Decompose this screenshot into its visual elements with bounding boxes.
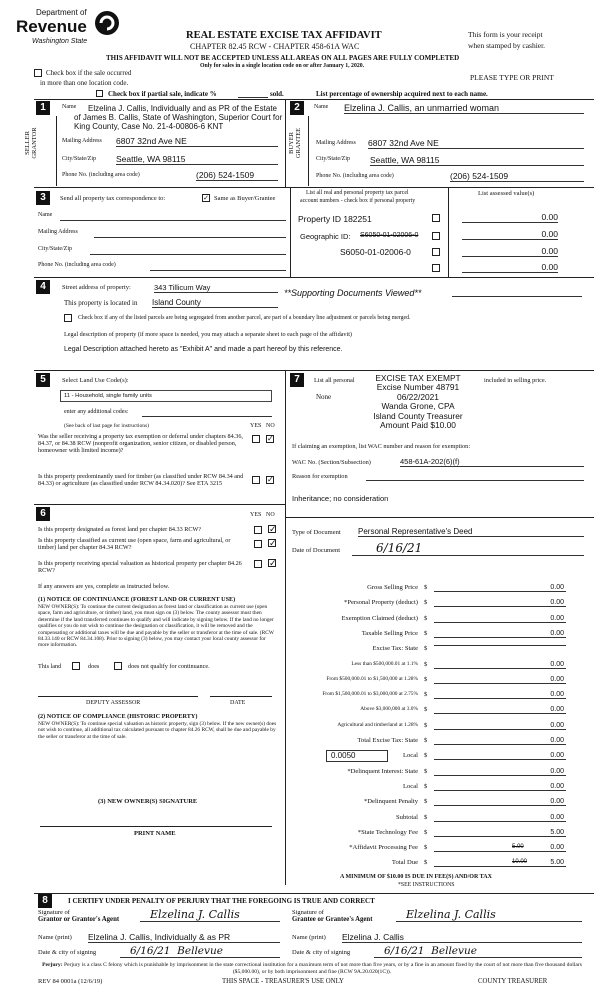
certify: I CERTIFY UNDER PENALTY OF PERJURY THAT THE FOREGOING IS TRUE AND CORRECT (68, 897, 375, 905)
logo (6, 8, 126, 56)
s6-yes: YES (250, 512, 262, 518)
calc-label: Excise Tax: State (372, 645, 418, 653)
form-chapter: CHAPTER 82.45 RCW - CHAPTER 458-61A WAC (190, 42, 360, 51)
pct-note: List percentage of ownership acquired next to each name. (316, 90, 488, 98)
dollar-sign: $ (424, 813, 428, 821)
calc-label: Local (402, 782, 418, 790)
seller-mail[interactable]: 6807 32nd Ave NE (116, 136, 278, 147)
land-use-label: Select Land Use Code(s): (62, 377, 129, 384)
parcel-1[interactable]: Property ID 182251 (298, 214, 372, 224)
street-label: Street address of property: (62, 284, 131, 291)
doc-type[interactable]: Personal Representative's Deed (358, 527, 584, 537)
send-correspondence: Send all property tax correspondence to: (60, 195, 166, 202)
form-receipt-2: when stamped by cashier. (468, 41, 546, 50)
calc-label: From $500,000.01 to $1,500,000 at 1.28% (326, 675, 418, 682)
calc-value[interactable]: 0.00 (434, 706, 566, 714)
buyer-city[interactable]: Seattle, WA 98115 (370, 155, 584, 166)
partial-sale-checkbox[interactable] (96, 90, 103, 97)
calc-value[interactable]: 0.00 (434, 661, 566, 669)
buyer-phone[interactable]: (206) 524-1509 (450, 171, 584, 182)
calc-label: *Delinquent Interest: State (347, 767, 418, 775)
form-receipt-1: This form is your receipt (468, 30, 543, 39)
calc-label: Total Due (391, 859, 418, 867)
this-land: This land (38, 663, 62, 670)
calc-value[interactable]: 0.00 (434, 783, 566, 791)
name-print-grantee[interactable]: Elzelina J. Callis (342, 932, 582, 943)
seller-phone-label: Phone No. (including area code) (62, 172, 140, 178)
assessed-1[interactable]: 0.00 (462, 212, 558, 223)
footer-treasurer: COUNTY TREASURER (478, 978, 548, 985)
date-city-grantor[interactable]: 6/16/21 Bellevue (120, 945, 280, 958)
legal-label: Legal description of property (if more space is needed, you may attach a separate sheet to each page of the affidavit) (64, 331, 352, 338)
segregated-label: Check box if any of the listed parcels are being segregated from another parcel, are part of a boundary line adjustment or parcels being merged. (78, 315, 411, 321)
dollar-sign: $ (424, 844, 428, 852)
form-warning: THIS AFFIDAVIT WILL NOT BE ACCEPTED UNLESS ALL AREAS ON ALL PAGES ARE FULLY COMPLETED (106, 54, 460, 62)
see-back: (See back of last page for instructions) (64, 423, 149, 429)
partial-sale-label: Check box if partial sale, indicate % (108, 90, 217, 98)
calc-label: Local (402, 752, 418, 760)
notice-1-body: NEW OWNER(S): To continue the current designation as forest land or classification as current use (open space, farm and agriculture, or timber) land, you must sign on (3) below. The county assessor must then determine if the land transferred continues to qualify and will indicate by signing below. If the land no longer qualifies or you do not wish to continue the designation or classification, it will be removed and the compensating or additional taxes will be due and payable by the seller or transferor at the time of sale. (RCW 84.33.140 or RCW 84.34.108). Prior to signing (3) below, you may contact your local county assessor for more information. (38, 604, 274, 649)
calc-row (290, 857, 594, 872)
calc-label: *Delinquent Penalty (363, 798, 418, 806)
s7-list: List all personal (314, 377, 355, 384)
land-use-select[interactable] (60, 390, 272, 402)
calc-row (290, 674, 594, 689)
s6-q1-yes[interactable] (254, 526, 262, 534)
stamp-line-2: Excise Number 48791 (376, 382, 460, 393)
s3-mail-field[interactable] (94, 237, 286, 238)
parcel-3[interactable]: S6050-01-02006-0 (340, 247, 411, 257)
reason-field-line[interactable] (366, 480, 584, 481)
parcel-2-checkbox[interactable] (432, 232, 440, 240)
parcel-2-strike: S6050-01-02006-0 (360, 232, 419, 239)
exempt-stamp (362, 374, 474, 430)
additional-codes-label: enter any additional codes: (64, 409, 129, 415)
s6-q3-yes[interactable] (254, 560, 262, 568)
sig-grantor-1: Signature of (38, 909, 70, 916)
grantor-signature[interactable]: Elzelina J. Callis (140, 908, 280, 922)
s6-q1-no[interactable]: ✓ (269, 524, 277, 534)
logo-revenue: Revenue (16, 17, 87, 36)
calc-see: *SEE INSTRUCTIONS (398, 882, 455, 888)
same-as-buyer-checkbox[interactable]: ✓ (203, 194, 209, 202)
name-print-grantor[interactable]: Elzelina J. Callis, Individually & as PR (88, 932, 280, 943)
dollar-sign: $ (424, 614, 428, 622)
calc-value[interactable]: 0.00 (434, 691, 566, 699)
s3-phone-label: Phone No. (including area code) (38, 262, 116, 268)
calc-value[interactable]: 0.00 (434, 630, 566, 638)
dollar-sign: $ (424, 691, 428, 699)
calc-row (290, 766, 594, 781)
calc-label: Above $3,000,000 at 3.0% (360, 706, 418, 713)
calc-value[interactable]: 0.00 (434, 814, 566, 822)
claim-label: If claiming an exemption, list WAC number and reason for exemption: (292, 443, 471, 450)
footer-space: THIS SPACE - TREASURER'S USE ONLY (222, 978, 344, 985)
sig-grantee-1: Signature of (292, 909, 324, 916)
parcel-header-1: List all real and personal property tax parcel (306, 190, 409, 196)
calc-row (290, 628, 594, 643)
doc-date[interactable]: 6/16/21 (352, 541, 584, 556)
calc-row (290, 720, 594, 735)
wac-label: WAC No. (Section/Subsection) (292, 459, 371, 466)
section-7-number: 7 (290, 373, 304, 387)
stamp-line-3: 06/22/2021 (397, 391, 439, 402)
section-6-number: 6 (36, 507, 50, 521)
does-not-checkbox[interactable] (114, 662, 122, 670)
buyer-mail-label: Mailing Address (316, 140, 356, 146)
s3-city-field[interactable] (90, 254, 286, 255)
assessed-2[interactable]: 0.00 (462, 229, 558, 240)
s7-none[interactable]: None (316, 393, 332, 401)
logo-state: Washington State (32, 38, 88, 45)
s6-q2-yes[interactable] (254, 540, 262, 548)
assessed-header: List assessed value(s) (478, 190, 535, 197)
dollar-sign: $ (424, 859, 428, 867)
dollar-sign: $ (424, 584, 428, 591)
county[interactable]: Island County (152, 298, 278, 308)
calc-row (290, 689, 594, 704)
grantee-signature[interactable]: Elzelina J. Callis (396, 908, 582, 922)
calc-label: From $1,500,000.01 to $3,000,000 at 2.75% (322, 691, 418, 698)
calc-label: *State Technology Fee (357, 828, 418, 836)
calc-row (290, 750, 594, 765)
please-print: PLEASE TYPE OR PRINT (470, 73, 554, 82)
calc-value[interactable]: 0.00 (434, 844, 566, 852)
calc-label: Gross Selling Price (367, 584, 418, 591)
calc-label: Total Excise Tax: State (357, 737, 418, 744)
calc-row (290, 827, 594, 842)
land-use-value: 11 - Household, single family units (64, 393, 152, 399)
seller-city[interactable]: Seattle, WA 98115 (116, 154, 278, 165)
seller-side-label: SELLER GRANTOR (24, 127, 38, 159)
calc-value[interactable]: 0.00 (434, 615, 566, 623)
s6-q2-no[interactable]: ✓ (269, 538, 277, 548)
calc-label: Agricultural and timberland at 1.28% (337, 721, 418, 728)
section-8-number: 8 (38, 894, 52, 908)
buyer-phone-label: Phone No. (including area code) (316, 173, 394, 179)
dollar-sign: $ (424, 798, 428, 806)
dollar-sign: $ (424, 737, 428, 744)
calc-row (290, 812, 594, 827)
assessed-3[interactable]: 0.00 (462, 246, 558, 257)
dollar-sign: $ (424, 752, 428, 760)
name-print-grantee-label: Name (print) (292, 934, 326, 941)
section-4-number: 4 (36, 280, 50, 294)
doc-date-label: Date of Document (292, 547, 341, 554)
parcel-header-2: account numbers - check box if personal property (300, 198, 416, 204)
s5-q2-no[interactable]: ✓ (267, 475, 274, 484)
deputy-label: DEPUTY ASSESSOR (86, 700, 141, 706)
does-not-label: does not qualify for continuance. (128, 663, 210, 670)
buyer-city-label: City/State/Zip (316, 156, 350, 162)
dollar-sign: $ (424, 706, 428, 714)
calc-value[interactable]: 0.00 (434, 676, 566, 684)
calc-struck-value: 5.00 (512, 844, 524, 851)
print-name: PRINT NAME (134, 830, 176, 837)
local-rate-box[interactable]: 0.0050 (326, 750, 388, 762)
calc-row (290, 735, 594, 750)
buyer-side-label: BUYER GRANTEE (288, 127, 302, 159)
s5-q1: Was the seller receiving a property tax exemption or deferral under chapters 84.36, 84.37, or 84.38 RCW (nonprofit organization, senior citizen, or disabled person, homeowner with limited income)? (38, 433, 243, 454)
s3-phone-field[interactable] (150, 270, 286, 271)
s5-q2: Is this property predominantly used for timber (as classified under RCW 84.34 and 84.33) or agriculture (as classified under RCW 84.34.020)? See ETA 3215 (38, 473, 244, 487)
dollar-sign: $ (424, 660, 428, 668)
calc-row (290, 597, 594, 612)
s5-q2-yes[interactable] (252, 476, 260, 484)
section-2-number: 2 (290, 101, 304, 115)
dollar-sign: $ (424, 675, 428, 683)
s6-no: NO (266, 512, 275, 518)
seller-name-label: Name (62, 104, 77, 110)
parcel-2-label: Geographic ID: (300, 232, 351, 241)
seller-mail-label: Mailing Address (62, 138, 102, 144)
notice-2-body: NEW OWNER(S): To continue special valuation as historic property, sign (3) below. If the new owner(s) does not wish to continue, all additional tax calculated pursuant to chapter 84.26 RCW, shall be due and payable by the seller or transferor at the time of sale. (38, 721, 277, 740)
calc-label: Less than $500,000.01 at 1.1% (351, 660, 418, 667)
buyer-name-label: Name (314, 104, 329, 110)
calc-label: *Affidavit Processing Fee (349, 844, 418, 852)
calc-row (290, 842, 594, 857)
s5-q1-yes[interactable] (252, 435, 260, 443)
calc-value[interactable]: 0.00 (434, 768, 566, 776)
dollar-sign: $ (424, 828, 428, 836)
calc-value[interactable]: 0.00 (434, 752, 566, 760)
location-checkbox[interactable] (34, 69, 42, 77)
seller-name-1[interactable]: Elzelina J. Callis, Individually and as PR of the Estate (88, 104, 277, 113)
calc-min: A MINIMUM OF $10.00 IS DUE IN FEE(S) AND/OR TAX (340, 874, 492, 880)
s5-q1-no[interactable]: ✓ (267, 434, 274, 443)
footer-rev: REV 84 0001a (12/6/19) (38, 978, 103, 985)
s6-q1: Is this property designated as forest land per chapter 84.33 RCW? (38, 526, 202, 533)
calc-value[interactable]: 0.00 (434, 584, 566, 592)
sig-grantor-2: Grantor or Grantor's Agent (38, 916, 120, 923)
dollar-sign: $ (424, 645, 428, 653)
calc-row (290, 781, 594, 796)
s3-name-field[interactable] (60, 220, 286, 221)
notice-1-title: (1) NOTICE OF CONTINUANCE (FOREST LAND OR CURRENT USE) (38, 596, 236, 603)
seller-name-2[interactable]: of James B. Callis, State of Washington, Superior Court for (74, 113, 283, 122)
seller-city-label: City/State/Zip (62, 156, 96, 162)
date-city-grantee-label: Date & city of signing (292, 949, 351, 956)
stamp-line-1: EXCISE TAX EXEMPT (375, 373, 461, 383)
parcel-1-checkbox[interactable] (432, 214, 440, 222)
stamp-line-4: Wanda Grone, CPA (381, 401, 455, 412)
form-title: REAL ESTATE EXCISE TAX AFFIDAVIT (186, 30, 382, 41)
calc-row (290, 613, 594, 628)
s6-q2: Is this property classified as current use (open space, farm and agricultural, or timber) land per chapter 84.34 RCW? (38, 537, 231, 551)
name-print-grantor-label: Name (print) (38, 934, 72, 941)
calc-value[interactable]: 0.00 (434, 599, 566, 607)
s5-yes: YES (250, 423, 262, 429)
located-label: This property is located in (64, 299, 138, 307)
calc-row (290, 582, 594, 597)
calc-label: Subtotal (396, 813, 418, 821)
new-owner-signature: (3) NEW OWNER(S) SIGNATURE (98, 798, 198, 805)
dollar-sign: $ (424, 721, 428, 729)
date-city-grantor-label: Date & city of signing (38, 949, 97, 956)
calc-label: *Personal Property (deduct) (344, 599, 418, 607)
calc-row (290, 796, 594, 811)
dollar-sign: $ (424, 629, 428, 637)
segregated-checkbox[interactable] (64, 314, 72, 322)
logo-dept: Department of (36, 8, 87, 17)
wac-value[interactable]: 458-61A-202(6)(f) (400, 457, 584, 467)
does-label: does (88, 663, 100, 670)
doc-type-label: Type of Document (292, 529, 341, 536)
legal-exhibit[interactable]: Legal Description attached hereto as "Exhibit A" and made a part hereof by this reference. (64, 346, 343, 353)
stamp-line-6: Amount Paid $10.00 (380, 420, 456, 431)
calc-value[interactable]: 0.00 (434, 722, 566, 730)
calc-struck-value: 10.00 (512, 859, 528, 866)
s5-no: NO (266, 423, 275, 429)
notice-2-title: (2) NOTICE OF COMPLIANCE (HISTORIC PROPERTY) (38, 713, 198, 720)
section-1-number: 1 (36, 101, 50, 115)
calc-value[interactable]: 0.00 (434, 798, 566, 806)
dollar-sign: $ (424, 599, 428, 607)
s6-q3-no[interactable]: ✓ (269, 558, 277, 568)
calc-row (290, 704, 594, 719)
street-address[interactable]: 343 Tillicum Way (154, 283, 278, 293)
date-label: DATE (230, 700, 246, 706)
check-occ-1: Check box if the sale occurred (46, 69, 132, 77)
partial-pct-field[interactable] (238, 97, 268, 98)
perjury-text: Perjury is a class C felony which is punishable by imprisonment in the state correctional institution for a maximum term of not more than five years, or by a fine in an amount fixed by the court of not more than five thousand dollars ($5,000.00), or by both imprisonment and fine (RCW 9A.20.020(1C)). (63, 962, 582, 975)
reason-label: Reason for exemption (292, 473, 348, 480)
same-as-buyer-label: Same as Buyer/Grantee (214, 195, 276, 202)
s3-city-label: City/State/Zip (38, 246, 72, 252)
assessed-4[interactable]: 0.00 (462, 262, 558, 273)
s6-ifany: If any answers are yes, complete as instructed below. (38, 583, 170, 590)
calc-value[interactable] (434, 645, 566, 646)
s6-q3: Is this property receiving special valuation as historical property per chapter 84.26 RCW? (38, 560, 242, 574)
calc-value[interactable]: 5.00 (434, 829, 566, 837)
reason-value[interactable]: Inheritance; no consideration (292, 494, 389, 503)
calc-value[interactable]: 5.00 (434, 859, 566, 867)
partial-sold: sold. (270, 90, 284, 98)
calc-row (290, 659, 594, 674)
dollar-sign: $ (424, 767, 428, 775)
calc-label: Exemption Claimed (deduct) (341, 614, 418, 622)
s7-incl: included in selling price. (484, 377, 547, 384)
logo-mark-icon (94, 10, 120, 36)
parcel-4-checkbox[interactable] (432, 264, 440, 272)
dollar-sign: $ (424, 782, 428, 790)
section-5-number: 5 (36, 373, 50, 387)
calc-value[interactable]: 0.00 (434, 737, 566, 745)
calc-row (290, 643, 594, 658)
buyer-mail[interactable]: 6807 32nd Ave NE (368, 138, 584, 149)
perjury-label: Perjury: (42, 962, 63, 968)
check-occ-2: in more than one location code. (40, 79, 129, 87)
sig-grantee-2: Grantee or Grantee's Agent (292, 916, 373, 923)
seller-phone[interactable]: (206) 524-1509 (196, 170, 278, 181)
buyer-name[interactable]: Elzelina J. Callis, an unmarried woman (344, 103, 584, 114)
s3-name-label: Name (38, 212, 53, 218)
section-3-number: 3 (36, 191, 50, 205)
additional-codes-field[interactable] (142, 416, 272, 417)
seller-name-3[interactable]: King County, Case No. 21-4-00806-6 KNT (74, 122, 224, 131)
stamp-line-5: Island County Treasurer (373, 410, 463, 421)
supporting-docs: **Supporting Documents Viewed** (284, 288, 422, 298)
form-sub: Only for sales in a single location code on or after January 1, 2020. (200, 63, 365, 69)
s3-mail-label: Mailing Address (38, 229, 78, 235)
does-checkbox[interactable] (72, 662, 80, 670)
date-city-grantee[interactable]: 6/16/21 Bellevue (374, 945, 582, 958)
perjury-note (38, 962, 586, 975)
calc-label: Taxable Selling Price (361, 629, 418, 637)
parcel-3-checkbox[interactable] (432, 248, 440, 256)
